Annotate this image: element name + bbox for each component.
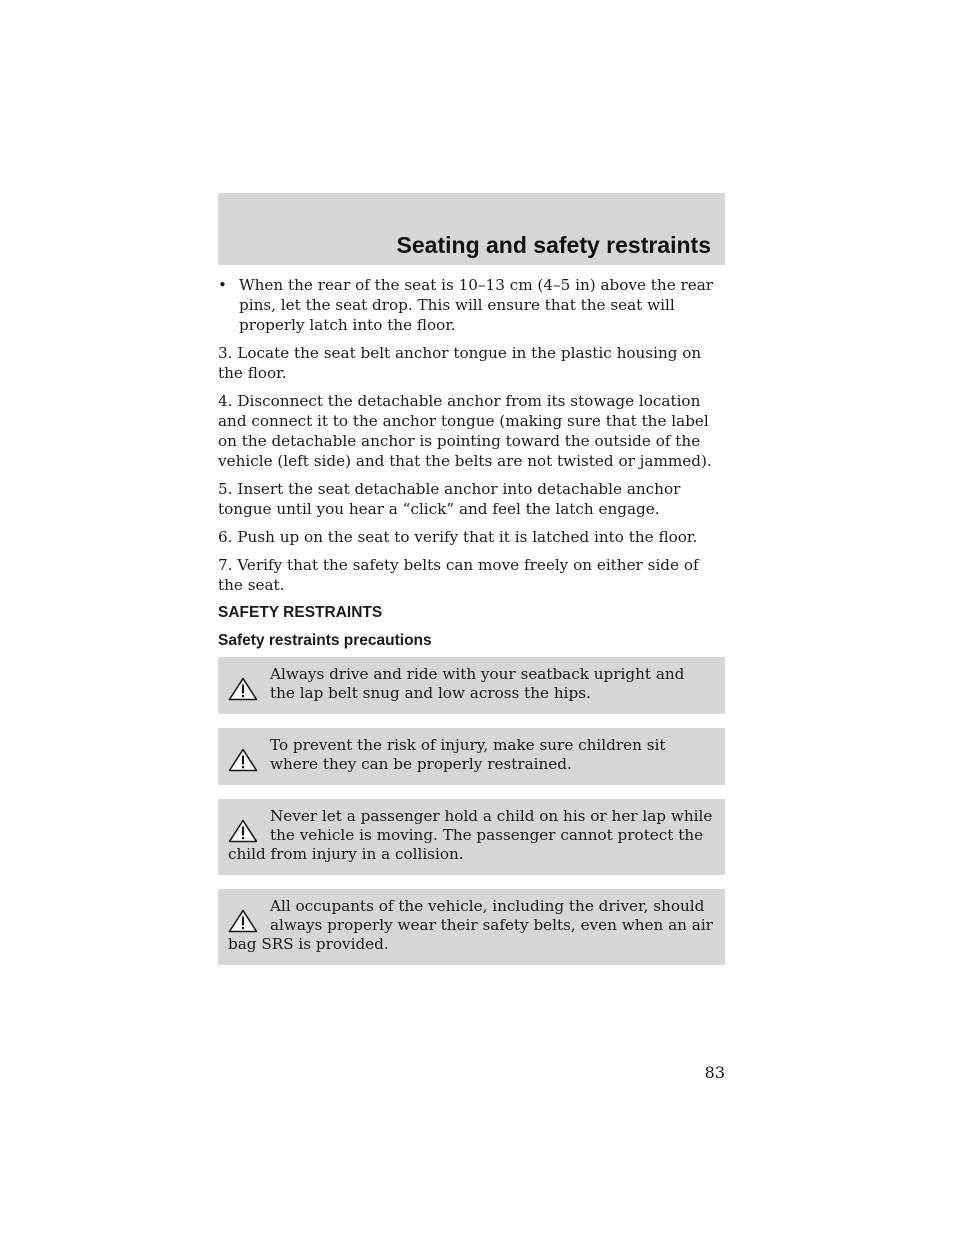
step-6: 6. Push up on the seat to verify that it is latched into the floor.	[218, 528, 698, 546]
warning-text: To prevent the risk of injury, make sure children sit where they can be properly restrained.	[270, 736, 666, 773]
warning-triangle-icon	[228, 748, 258, 772]
subsection-heading: Safety restraints precautions	[218, 632, 432, 649]
step-3: 3. Locate the seat belt anchor tongue in the plastic housing on the floor.	[218, 344, 702, 382]
warning-box	[218, 799, 725, 875]
page-number: 83	[704, 1063, 725, 1082]
warning-triangle-icon	[228, 677, 258, 701]
warning-text: Always drive and ride with your seatback upright and the lap belt snug and low across the hips.	[270, 665, 685, 702]
warning-triangle-icon	[228, 909, 258, 933]
step-4: 4. Disconnect the detachable anchor from its stowage location and connect it to the anchor tongue (making sure that the label on the detachable anchor is pointing toward the outside of the vehicle (left side) and that the belts are not twisted or jammed).	[218, 392, 712, 470]
bullet-item	[218, 275, 725, 335]
warning-box	[218, 728, 725, 785]
warning-text: All occupants of the vehicle, including the driver, should always properly wear their safety belts, even when an air bag SRS is provided.	[228, 897, 713, 953]
page-title: Seating and safety restraints	[396, 232, 711, 258]
bullet-dot: •	[218, 276, 227, 294]
warning-box	[218, 657, 725, 714]
bullet-text: When the rear of the seat is 10–13 cm (4–5 in) above the rear pins, let the seat drop. This will ensure that the seat will properly latch into the floor.	[239, 276, 714, 334]
warning-box	[218, 889, 725, 965]
page-content	[218, 275, 725, 979]
step-5: 5. Insert the seat detachable anchor into detachable anchor tongue until you hear a “click” and feel the latch engage.	[218, 480, 681, 518]
header-band	[218, 193, 725, 265]
warning-triangle-icon	[228, 819, 258, 843]
step-7: 7. Verify that the safety belts can move freely on either side of the seat.	[218, 556, 699, 594]
warning-text: Never let a passenger hold a child on his or her lap while the vehicle is moving. The passenger cannot protect the child from injury in a collision.	[228, 807, 713, 863]
section-heading: SAFETY RESTRAINTS	[218, 604, 383, 621]
